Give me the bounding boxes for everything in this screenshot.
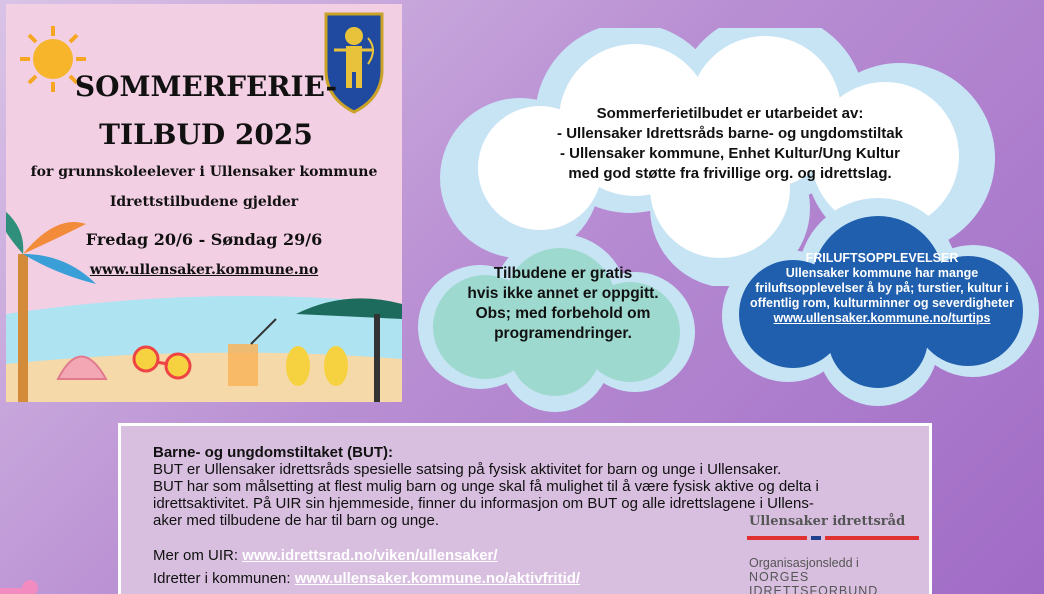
cloud-green-line: hvis ikke annet er oppgitt. [467, 285, 659, 302]
cloud-main-text [520, 104, 940, 184]
cloud-blue-line: offentlig rom, kulturminner og severdigheter [750, 296, 1014, 310]
info-body-line: aker med tilbudene de har til barn og unge. [153, 512, 440, 529]
turtips-link[interactable]: www.ullensaker.kommune.no/turtips [773, 311, 991, 325]
decorative-figure-icon [0, 574, 50, 594]
cloud-green-line: Tilbudene er gratis [493, 265, 633, 282]
sports-row [153, 570, 580, 587]
info-heading: Barne- og ungdomstiltaket (BUT): [153, 444, 393, 461]
poster [6, 4, 402, 402]
cloud-main-line: - Ullensaker kommune, Enhet Kultur/Ung Kultur [559, 145, 901, 162]
poster-subtitle: for grunnskoleelever i Ullensaker kommune [30, 164, 378, 180]
logo-forbund: IDRETTSFORBUND [749, 584, 879, 594]
cloud-main-line: - Ullensaker Idrettsråds barne- og ungdomstiltak [557, 125, 903, 142]
poster-title-line2: TILBUD 2025 [99, 118, 313, 151]
info-body-line: BUT har som målsetting at flest mulig barn og unge skal få mulighet til å være fysisk aktive og delta i [153, 478, 819, 495]
sports-label: Idretter i kommunen: [153, 570, 291, 587]
but-info-box [118, 423, 932, 594]
cloud-green-line: Obs; med forbehold om [475, 305, 651, 322]
beach-illustration [6, 194, 402, 402]
cloud-blue-line: Ullensaker kommune har mange [785, 266, 979, 280]
logo-norges: NORGES [749, 570, 810, 584]
logo-name: Ullensaker idrettsråd [749, 514, 906, 529]
cloud-main-line: Sommerferietilbudet er utarbeidet av: [596, 105, 864, 122]
sports-link[interactable]: www.ullensaker.kommune.no/aktivfritid/ [294, 570, 581, 587]
flag-stripe-icon [747, 534, 919, 542]
more-uir-row [153, 547, 498, 564]
more-uir-label: Mer om UIR: [153, 547, 239, 564]
poster-website-link[interactable]: www.ullensaker.kommune.no [89, 262, 319, 278]
idrettsrad-logo [747, 514, 923, 594]
cloud-green-text [448, 264, 678, 344]
cloud-main-line: med god støtte fra frivillige org. og idrettslag. [568, 165, 892, 182]
poster-dates: Fredag 20/6 - Søndag 29/6 [85, 230, 323, 249]
cloud-blue-text [740, 251, 1024, 326]
logo-org-line: Organisasjonsledd i [749, 556, 859, 570]
more-uir-link[interactable]: www.idrettsrad.no/viken/ullensaker/ [242, 547, 498, 564]
poster-sports-note: Idrettstilbudene gjelder [109, 194, 299, 210]
cloud-blue-line: friluftsopplevelser å by på; turstier, kultur i [755, 281, 1009, 295]
poster-title-line1: SOMMERFERIE- [74, 70, 338, 103]
info-body-line: idrettsaktivitet. På UIR sin hjemmeside, finner du informasjon om BUT og alle idrettslagene i Ullens- [153, 495, 814, 512]
info-body-line: BUT er Ullensaker idrettsråds spesielle satsing på fysisk aktivitet for barn og unge i Ullensaker. [153, 461, 782, 478]
cloud-blue-heading: FRILUFTSOPPLEVELSER [805, 251, 959, 265]
cloud-green-line: programendringer. [494, 325, 632, 342]
